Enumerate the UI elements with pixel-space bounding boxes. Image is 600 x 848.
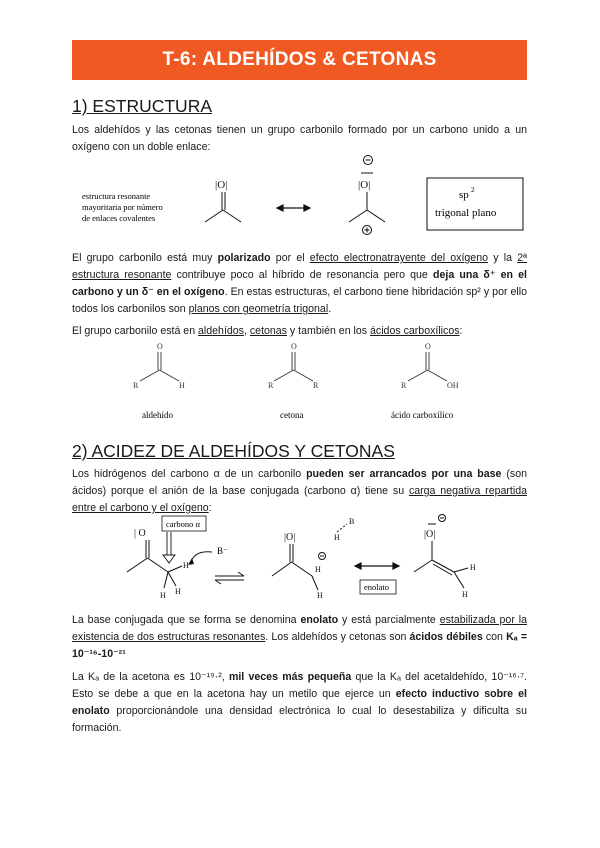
ketone-structure [268, 342, 319, 390]
page-title: T-6: ALDEHÍDOS & CETONAS [162, 49, 437, 70]
resonance-note-line-2: mayoritaria por número [82, 202, 163, 212]
svg-text:|O|: |O| [215, 179, 228, 191]
svg-text:H: H [183, 561, 189, 570]
base-attack [188, 546, 228, 565]
svg-text:O: O [291, 342, 297, 351]
svg-text:H: H [315, 565, 321, 574]
svg-text:H: H [462, 590, 468, 599]
label-aldehyde: aldehído [142, 410, 173, 420]
hyb-sup: 2 [471, 185, 475, 194]
resonance-note-line-1: estructura resonante [82, 191, 151, 201]
base-label: B⁻ [217, 546, 228, 556]
label-ketone: cetona [280, 410, 304, 420]
title-banner [72, 40, 527, 80]
carbonyl-with-alpha-h [127, 528, 189, 600]
carbonyl-compounds-diagram [72, 340, 532, 425]
enolate-oxyanion [414, 515, 476, 600]
resonance-arrow-2 [355, 563, 399, 569]
resonance-note-line-3: de enlaces covalentes [82, 213, 156, 223]
resonance-double-arrow [277, 205, 310, 211]
svg-text:H: H [175, 587, 181, 596]
section-1-heading: 1) ESTRUCTURA [72, 96, 213, 116]
carbonyl-structure-1 [205, 179, 241, 222]
svg-text:H: H [317, 591, 323, 600]
label-carboxylic-acid: ácido carboxílico [391, 410, 454, 420]
s2-para-2: La base conjugada que se forma se denomina enolato y está parcialmente estabilizada por la existencia de dos estructuras resonantes. Los aldehídos y cetonas son ácidos débiles con Kₐ = 10⁻¹⁶-10⁻²¹ [72, 614, 528, 660]
svg-text:H: H [179, 381, 185, 390]
s1-intro: Los aldehídos y las cetonas tienen un grupo carbonilo formado por un carbono unido a un oxígeno con un doble enlace: [72, 124, 527, 153]
svg-text:H: H [160, 591, 166, 600]
svg-text:H: H [470, 563, 476, 572]
section-2-heading: 2) ACIDEZ DE ALDEHÍDOS Y CETONAS [72, 441, 395, 461]
svg-text:|O|: |O| [284, 532, 296, 543]
carbonyl-structure-2 [349, 156, 385, 235]
svg-text:O: O [425, 342, 431, 351]
s1-para-3: El grupo carbonilo está en aldehídos, cetonas y también en los ácidos carboxílicos: [72, 325, 463, 337]
svg-text:|O|: |O| [358, 179, 371, 191]
enolato-label: enolato [364, 582, 390, 592]
svg-text:| O: | O [134, 528, 146, 539]
svg-text:O: O [157, 342, 163, 351]
svg-text:R: R [313, 381, 319, 390]
enolato-label-box [360, 580, 396, 594]
enolate-formation-diagram [72, 510, 532, 605]
svg-text:B: B [349, 517, 355, 526]
svg-text:R: R [268, 381, 274, 390]
enolate-carbanion [272, 517, 354, 600]
svg-text:R: R [401, 381, 407, 390]
carboxylic-acid-structure [401, 342, 459, 390]
hybridization-box [427, 178, 523, 230]
svg-text:OH: OH [447, 381, 459, 390]
svg-text:R: R [133, 381, 139, 390]
hyb-geometry: trigonal plano [435, 207, 497, 219]
s1-para-2: El grupo carbonilo está muy polarizado por el efecto electronatrayente del oxígeno y la 2ª estructura resonante contribuye poco al híbrido de resonancia pero que deja una δ⁺ en el carbono y un δ⁻ en el oxígeno. En estas estructuras, el carbono tiene hibridación sp² y por ello todos los carbonilos son planos con geometría trigonal. [72, 252, 528, 315]
hyb-sp: sp [459, 189, 469, 201]
s2-para-1: Los hidrógenos del carbono α de un carbonilo pueden ser arrancados por una base (son ácidos) porque el anión de la base conjugada (carbono α) tiene su carga negativa repartida entre el carbono y el oxígeno: [72, 468, 528, 514]
svg-text:H: H [334, 533, 340, 542]
carbono-alpha-label: carbono α [166, 519, 200, 529]
svg-text:|O|: |O| [424, 529, 436, 540]
aldehyde-structure [133, 342, 185, 390]
carbono-alpha-callout [162, 516, 206, 563]
s2-para-3: La Kₐ de la acetona es 10⁻¹⁹·², mil veces más pequeña que la Kₐ del acetaldehído, 10⁻¹⁶·⁷. Esto se debe a que en la acetona hay un metilo que ejerce un efecto inductivo sobre el enolato proporcionándole una densidad electrónica lo cual lo desestabiliza y dificulta su formación. [72, 671, 528, 734]
carbonyl-resonance-diagram [72, 150, 532, 240]
equilibrium-arrows [215, 572, 244, 584]
